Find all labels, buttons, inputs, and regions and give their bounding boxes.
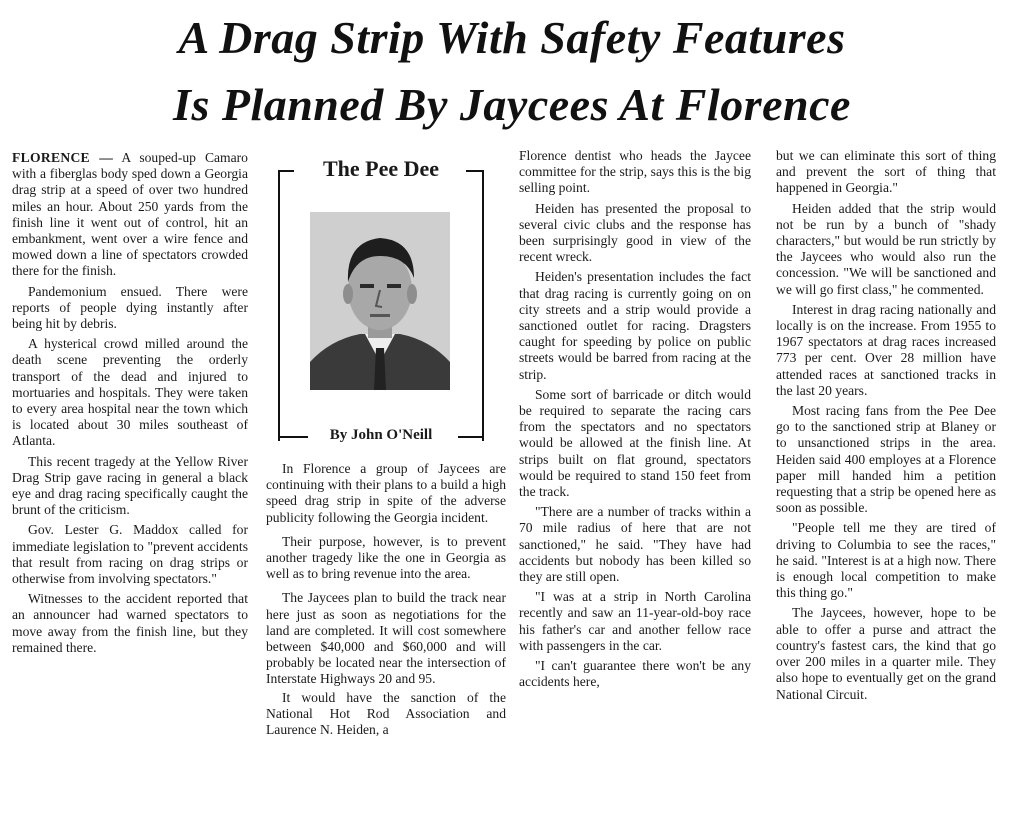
byline xyxy=(278,425,484,445)
article-column-4 xyxy=(776,148,996,707)
paragraph xyxy=(12,150,248,280)
portrait-icon xyxy=(310,212,450,390)
paragraph: Some sort of barricade or ditch would be required to separate the racing cars from the spectators and no spectators would be allowed at the finish line. At strips built on flat ground, spectators would be required to stand 150 feet from the track. xyxy=(519,386,751,500)
paragraph: Heiden's presentation includes the fact that drag racing is currently going on on city streets and a strip would provide a sanctioned outlet for racing. Dragsters caught for speeding by police on public streets would be barred from racing at the strip. xyxy=(519,269,751,382)
article-column-1 xyxy=(12,150,248,660)
paragraph: In Florence a group of Jaycees are continuing with their plans to a build a high speed drag strip in spite of the adverse publicity following the Georgia incident. xyxy=(266,461,506,525)
paragraph: The Jaycees, however, hope to be able to offer a purse and attract the country's fastest cars, the kind that go over 200 miles in a quarter mile. They also hope to eventually get on the grand National Circuit. xyxy=(776,605,996,702)
paragraph: This recent tragedy at the Yellow River Drag Strip gave racing in general a black eye and drag racing specifically caught the brunt of the criticism. xyxy=(12,453,248,518)
dateline: FLORENCE — xyxy=(12,150,114,165)
column-title-text: The Pee Dee xyxy=(317,156,445,181)
paragraph-text: A souped-up Camaro with a fiberglas body sped down a Georgia drag strip at a speed of over two hundred miles an hour. About 250 yards from the finish line it went out of control, hit an embankment, went over a wire fence and mowed down a line of spectators crowded there for the finish. xyxy=(12,150,248,279)
headline-line-1: A Drag Strip With Safety Features xyxy=(178,12,846,63)
paragraph: "People tell me they are tired of driving to Columbia to see the races," he said. "Interest is at a high now. There is enough local competition to make this thing go." xyxy=(776,520,996,601)
column-title xyxy=(278,156,484,182)
paragraph: Most racing fans from the Pee Dee go to the sanctioned strip at Blaney or to unsanctioned strips in the area. Heiden said 400 employes at a Florence paper mill handed him a petition requesting that a strip be opened here as soon as possible. xyxy=(776,403,996,516)
paragraph: Pandemonium ensued. There were reports of people dying instantly after being hit by debris. xyxy=(12,283,248,332)
paragraph: The Jaycees plan to build the track near here just as soon as negotiations for the land are completed. It will cost somewhere between $40,000 and $60,000 and will probably be located near the intersection of Interstate Highways 20 and 95. xyxy=(266,590,506,687)
article-column-2 xyxy=(266,461,506,746)
paragraph: Florence dentist who heads the Jaycee committee for the strip, says this is the big selling point. xyxy=(519,148,751,196)
paragraph: "There are a number of tracks within a 70 mile radius of here that are not sanctioned," he said. "They have had accidents but nobody has been killed so they are still open. xyxy=(519,504,751,585)
paragraph: It would have the sanction of the National Hot Rod Association and Laurence N. Heiden, a xyxy=(266,689,506,738)
paragraph: Interest in drag racing nationally and locally is on the increase. From 1955 to 1967 spectators at drag races increased 773 per cent. Over 28 million have attended races at sanctioned tracks in the last 20 years. xyxy=(776,301,996,398)
byline-text: By John O'Neill xyxy=(326,427,437,443)
article-column-3 xyxy=(519,148,751,695)
paragraph: A hysterical crowd milled around the death scene preventing the orderly transport of the dead and injured to mortuaries and hospitals. They were taken to every area hospital near the town which is located about 30 miles southeast of Atlanta. xyxy=(12,336,248,449)
headline-line-2: Is Planned By Jaycees At Florence xyxy=(173,79,851,130)
paragraph: Heiden has presented the proposal to several civic clubs and the response has been surprisingly good in view of the recent wreck. xyxy=(519,200,751,265)
paragraph: "I was at a strip in North Carolina recently and saw an 11-year-old-boy race his father's car and another fellow race with passengers in the car. xyxy=(519,589,751,653)
paragraph: Heiden added that the strip would not be run by a bunch of "shady characters," but would be run strictly by the Jaycees who would also run the concession. "We will be sanctioned and we will go first class," he commented. xyxy=(776,200,996,297)
paragraph: Witnesses to the accident reported that an announcer had warned spectators to move away from the finish line, but they remained there. xyxy=(12,591,248,655)
paragraph: Their purpose, however, is to prevent another tragedy like the one in Georgia as well as to bring revenue into the area. xyxy=(266,533,506,582)
paragraph: Gov. Lester G. Maddox called for immediate legislation to "prevent accidents that result from racing on drag strips or otherwise from involving spectators." xyxy=(12,522,248,587)
paragraph: "I can't guarantee there won't be any accidents here, xyxy=(519,658,751,690)
paragraph: but we can eliminate this sort of thing and prevent the sort of thing that happened in Georgia." xyxy=(776,148,996,196)
portrait-photo xyxy=(310,212,450,390)
